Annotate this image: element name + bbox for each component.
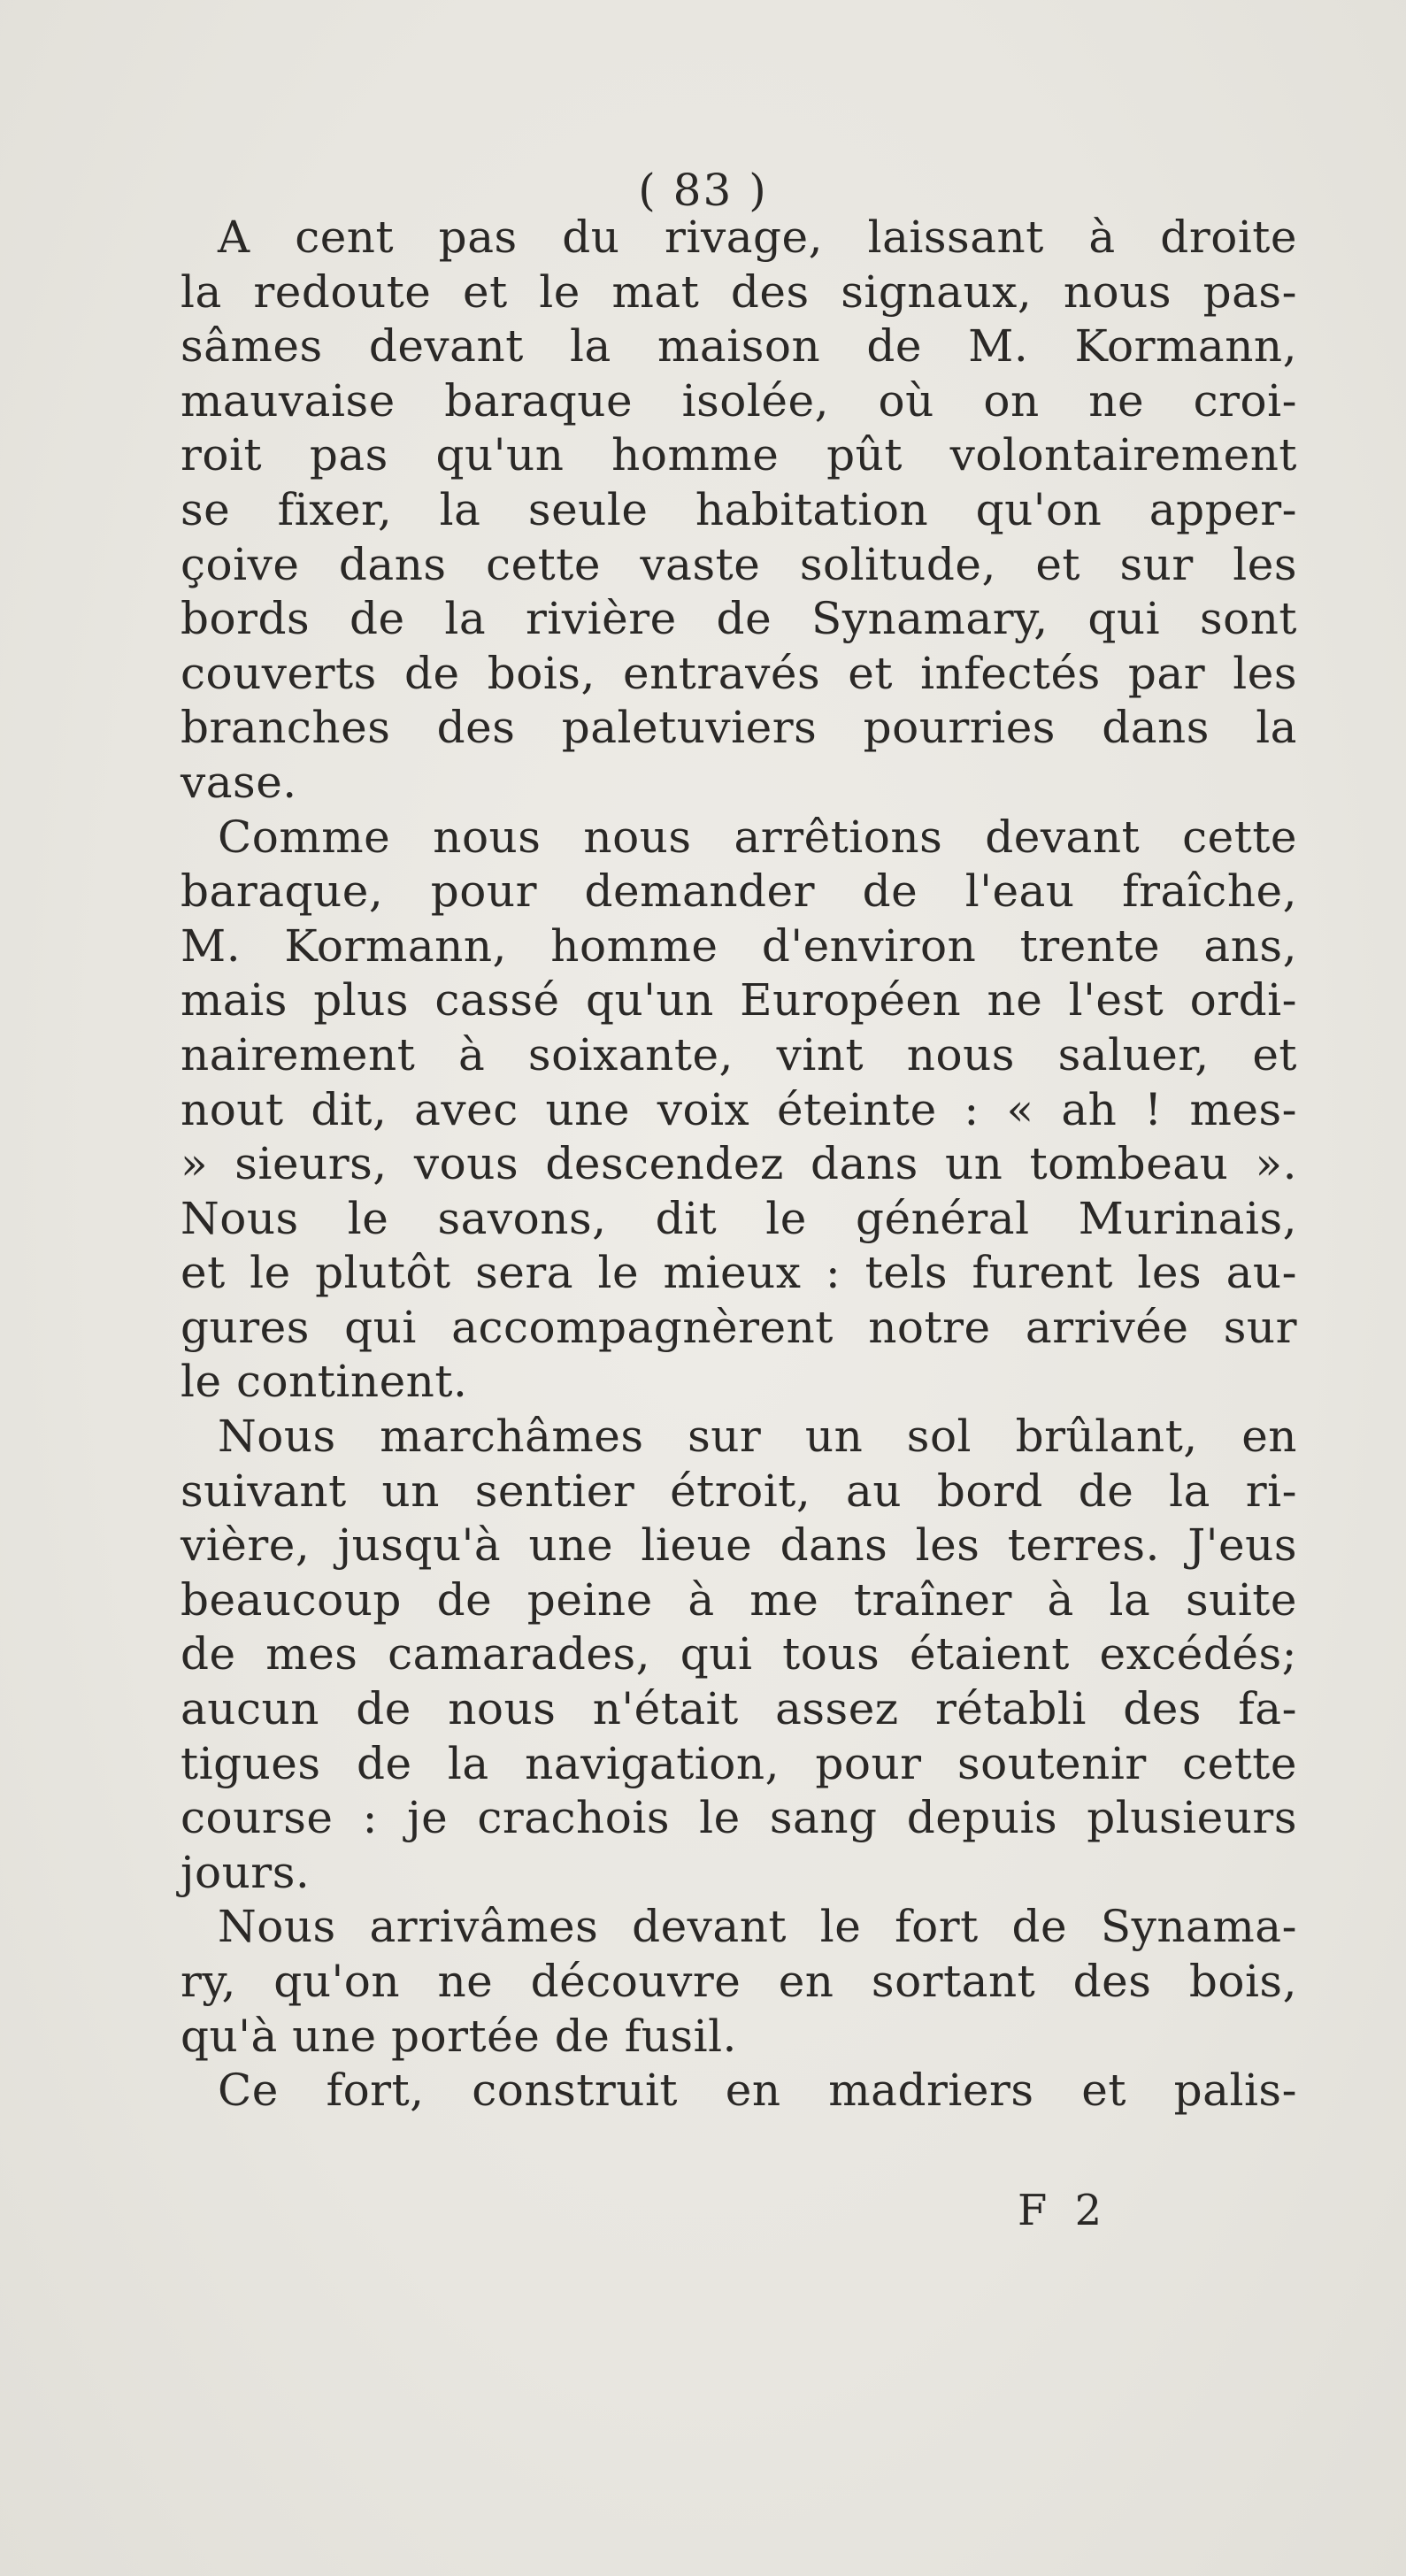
body-text — [181, 211, 1297, 2118]
text-line: çoive dans cette vaste solitude, et sur les — [181, 538, 1297, 590]
text-line: nout dit, avec une voix éteinte : « ah ! mes- — [181, 1083, 1297, 1135]
text-line: Nous marchâmes sur un sol brûlant, en — [218, 1411, 1297, 1463]
text-line: le continent. — [181, 1356, 468, 1408]
text-line: A cent pas du rivage, laissant à droite — [218, 211, 1297, 263]
page-number: ( 83 ) — [638, 165, 768, 216]
text-line: aucun de nous n'était assez rétabli des fa- — [181, 1683, 1297, 1735]
text-line: mauvaise baraque isolée, où on ne croi- — [181, 374, 1297, 427]
text-line: course : je crachois le sang depuis plusieurs — [181, 1792, 1297, 1844]
text-line: » sieurs, vous descendez dans un tombeau ». — [181, 1138, 1297, 1190]
text-line: vase. — [181, 756, 297, 808]
text-line: Nous arrivâmes devant le fort de Synama- — [218, 1901, 1297, 1953]
text-line: Comme nous nous arrêtions devant cette — [218, 811, 1297, 863]
text-line: baraque, pour demander de l'eau fraîche, — [181, 865, 1297, 918]
text-line: ry, qu'on ne découvre en sortant des bois, — [181, 1956, 1297, 2007]
text-line: bords de la rivière de Synamary, qui sont — [181, 593, 1297, 645]
text-line: nairement à soixante, vint nous saluer, et — [181, 1028, 1297, 1080]
text-line: gures qui accompagnèrent notre arrivée sur — [181, 1301, 1297, 1353]
text-line: suivant un sentier étroit, au bord de la ri- — [181, 1465, 1297, 1517]
text-line: mais plus cassé qu'un Européen ne l'est ordi- — [181, 974, 1297, 1027]
text-line: roit pas qu'un homme pût volontairement — [181, 429, 1297, 481]
signature-mark: F 2 — [1018, 2186, 1110, 2235]
text-line: Ce fort, construit en madriers et palis- — [218, 2065, 1297, 2117]
text-line: couverts de bois, entravés et infectés par les — [181, 647, 1297, 699]
text-line: qu'à une portée de fusil. — [181, 2010, 737, 2062]
text-line: vière, jusqu'à une lieue dans les terres. J'eus — [181, 1519, 1297, 1572]
text-line: sâmes devant la maison de M. Kormann, — [181, 320, 1297, 373]
text-line: M. Kormann, homme d'environ trente ans, — [181, 919, 1297, 972]
text-line: et le plutôt sera le mieux : tels furent les au- — [181, 1247, 1297, 1299]
text-line: branches des paletuviers pourries dans la — [181, 702, 1297, 754]
text-line: la redoute et le mat des signaux, nous pas- — [181, 265, 1297, 318]
text-line: jours. — [181, 1846, 311, 1898]
text-line: se fixer, la seule habitation qu'on apper- — [181, 483, 1297, 535]
text-line: beaucoup de peine à me traîner à la suite — [181, 1573, 1297, 1626]
text-line: de mes camarades, qui tous étaient excédés; — [181, 1628, 1297, 1680]
text-line: tigues de la navigation, pour soutenir cette — [181, 1737, 1297, 1789]
text-line: Nous le savons, dit le général Murinais, — [181, 1192, 1297, 1244]
